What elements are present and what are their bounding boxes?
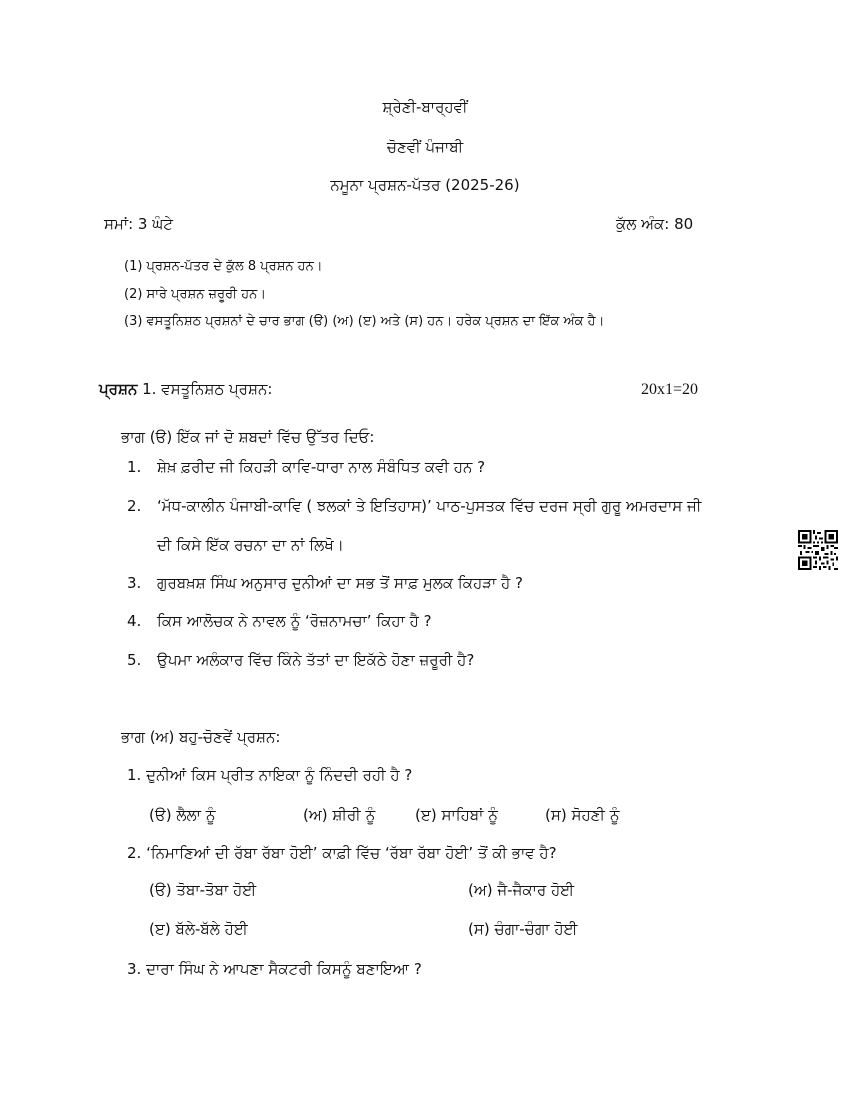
mcq-1-option-d: (ਸ) ਸੋਹਣੀ ਨੂੰ — [545, 806, 620, 824]
part-a-item — [127, 612, 432, 630]
part-a-heading: ਭਾਗ (ੳ) ਇੱਕ ਜਾਂ ਦੋ ਸ਼ਬਦਾਂ ਵਿੱਚ ਉੱਤਰ ਦਿਓ: — [121, 428, 375, 446]
instruction-2: (2) ਸਾਰੇ ਪ੍ਰਸ਼ਨ ਜ਼ਰੂਰੀ ਹਨ। — [124, 287, 266, 302]
question-title: 1. ਵਸਤੂਨਿਸ਼ਠ ਪ੍ਰਸ਼ਨ: — [142, 380, 273, 398]
part-a-item — [127, 497, 701, 515]
question-1-heading — [99, 380, 272, 398]
question-label: ਪ੍ਰਸ਼ਨ — [99, 380, 138, 398]
part-a-item — [127, 651, 474, 669]
item-text: ‘ਮੱਧ-ਕਾਲੀਨ ਪੰਜਾਬੀ-ਕਾਵਿ ( ਝਲਕਾਂ ਤੇ ਇਤਿਹਾਸ)’ ਪਾਠ-ਪੁਸਤਕ ਵਿੱਚ ਦਰਜ ਸ੍ਰੀ ਗੁਰੂ ਅਮਰਦਾਸ ਜੀ — [157, 497, 702, 515]
item-text: ਉਪਮਾ ਅਲੰਕਾਰ ਵਿੱਚ ਕਿੰਨੇ ਤੱਤਾਂ ਦਾ ਇਕੱਠੇ ਹੋਣਾ ਜ਼ਰੂਰੀ ਹੈ? — [157, 651, 475, 669]
total-marks: ਕੁੱਲ ਅੰਕ: 80 — [616, 215, 694, 233]
item-text: ਗੁਰਬਖ਼ਸ਼ ਸਿੰਘ ਅਨੁਸਾਰ ਦੁਨੀਆਂ ਦਾ ਸਭ ਤੋਂ ਸਾਫ਼ ਮੁਲਕ ਕਿਹੜਾ ਹੈ ? — [157, 574, 523, 592]
mcq-2-option-d: (ਸ) ਚੰਗਾ-ਚੰਗਾ ਹੋਈ — [468, 920, 578, 938]
mcq-question-2: 2. ‘ਨਿਮਾਣਿਆਂ ਦੀ ਰੱਬਾ ਰੱਬਾ ਹੋਈ’ ਕਾਫ਼ੀ ਵਿੱਚ ‘ਰੱਬਾ ਰੱਬਾ ਹੋਈ’ ਤੋਂ ਕੀ ਭਾਵ ਹੈ? — [127, 844, 557, 862]
item-number: 1. — [127, 458, 142, 476]
qr-code-icon — [798, 530, 838, 570]
instruction-3: (3) ਵਸਤੂਨਿਸ਼ਠ ਪ੍ਰਸ਼ਨਾਂ ਦੇ ਚਾਰ ਭਾਗ (ੳ) (ਅ) (ੲ) ਅਤੇ (ਸ) ਹਨ। ਹਰੇਕ ਪ੍ਰਸ਼ਨ ਦਾ ਇੱਕ ਅੰਕ ਹੈ। — [124, 314, 605, 329]
mcq-1-option-b: (ਅ) ਸ਼ੀਰੀ ਨੂੰ — [303, 806, 376, 824]
instruction-1: (1) ਪ੍ਰਸ਼ਨ-ਪੱਤਰ ਦੇ ਕੁੱਲ 8 ਪ੍ਰਸ਼ਨ ਹਨ। — [124, 259, 323, 274]
class-line: ਸ਼੍ਰੇਣੀ-ਬਾਰ੍ਹਵੀਂ — [382, 98, 468, 116]
part-a-item-continuation — [157, 536, 344, 554]
mcq-question-3: 3. ਦਾਰਾ ਸਿੰਘ ਨੇ ਆਪਣਾ ਸੈਕਟਰੀ ਕਿਸਨੂੰ ਬਣਾਇਆ ? — [127, 960, 422, 978]
mcq-2-option-c: (ੲ) ਬੱਲੇ-ਬੱਲੇ ਹੋਈ — [149, 920, 248, 938]
mcq-1-option-a: (ੳ) ਲੈਲਾ ਨੂੰ — [149, 806, 216, 824]
paper-title: ਨਮੂਨਾ ਪ੍ਰਸ਼ਨ-ਪੱਤਰ (2025-26) — [330, 176, 520, 194]
item-number: 2. — [127, 497, 142, 515]
mcq-question-1: 1. ਦੁਨੀਆਂ ਕਿਸ ਪ੍ਰੀਤ ਨਾਇਕਾ ਨੂੰ ਨਿੰਦਦੀ ਰਹੀ ਹੈ ? — [127, 766, 413, 784]
item-text: ਦੀ ਕਿਸੇ ਇੱਕ ਰਚਨਾ ਦਾ ਨਾਂ ਲਿਖੋ। — [157, 536, 344, 554]
part-b-heading: ਭਾਗ (ਅ) ਬਹੁ-ਚੋਣਵੇਂ ਪ੍ਰਸ਼ਨ: — [121, 728, 281, 746]
time-allowed: ਸਮਾਂ: 3 ਘੰਟੇ — [104, 215, 174, 233]
item-text: ਕਿਸ ਆਲੋਚਕ ਨੇ ਨਾਵਲ ਨੂੰ ‘ਰੋਜ਼ਨਾਮਚਾ’ ਕਿਹਾ ਹੈ ? — [157, 612, 432, 630]
subject-title: ਚੋਣਵੀਂ ਪੰਜਾਬੀ — [386, 138, 464, 156]
mcq-2-option-b: (ਅ) ਜੈ-ਜੈਕਾਰ ਹੋਈ — [468, 881, 575, 899]
mcq-1-option-c: (ੲ) ਸਾਹਿਬਾਂ ਨੂੰ — [415, 806, 498, 824]
item-number: 5. — [127, 651, 142, 669]
question-1-marks: 20x1=20 — [641, 381, 699, 398]
part-a-item — [127, 458, 485, 476]
mcq-2-option-a: (ੳ) ਤੋਬਾ-ਤੋਬਾ ਹੋਈ — [149, 881, 257, 899]
item-text: ਸ਼ੇਖ਼ ਫ਼ਰੀਦ ਜੀ ਕਿਹੜੀ ਕਾਵਿ-ਧਾਰਾ ਨਾਲ ਸੰਬੰਧਿਤ ਕਵੀ ਹਨ ? — [157, 458, 486, 476]
part-a-item — [127, 574, 523, 592]
item-number: 4. — [127, 612, 142, 630]
item-number: 3. — [127, 574, 142, 592]
